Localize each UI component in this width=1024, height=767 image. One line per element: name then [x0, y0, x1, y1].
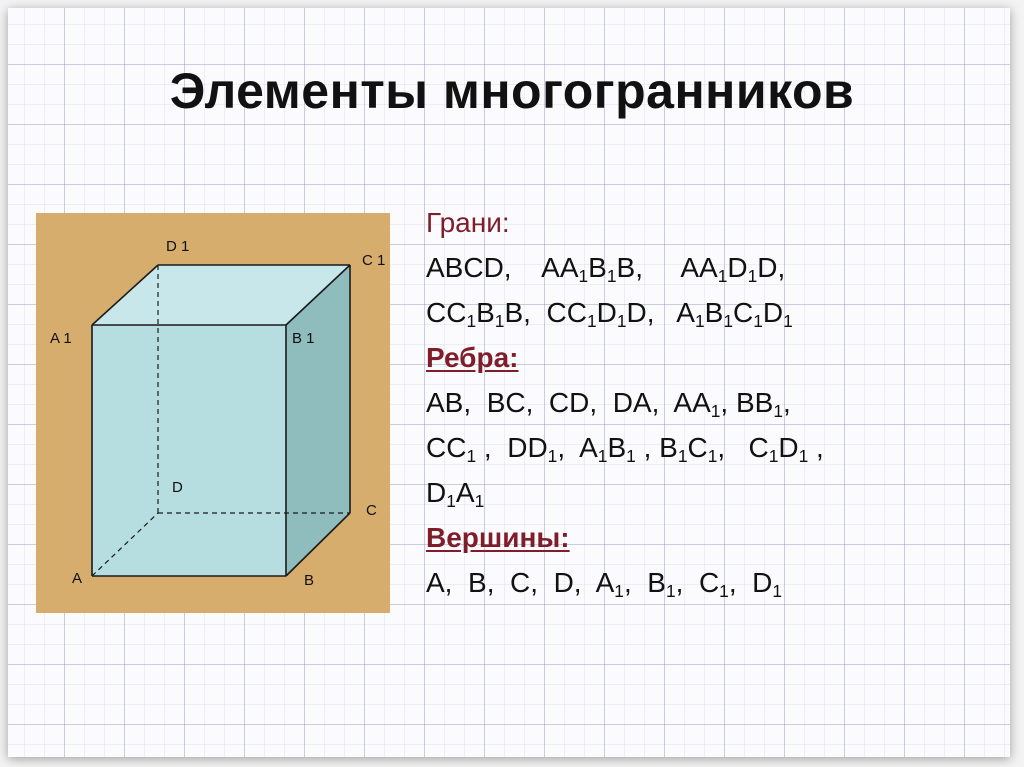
front-face: [92, 325, 286, 576]
elements-text: [426, 200, 986, 605]
slide-title: Элементы многогранников: [169, 63, 855, 119]
vertices-heading: Вершины:: [426, 522, 570, 553]
faces-line-1: [426, 245, 986, 290]
edges-line-2: $CC_1$ , $DD_1$, $A_1B_1$ , $B_1C_1$, $C_1D_1$ ,: [426, 432, 824, 466]
face-item: $AA_1D_1D$,: [680, 252, 786, 286]
label-d: D: [172, 479, 183, 496]
face-item: $CC_1B_1B$,: [426, 297, 531, 331]
face-item: $CC_1D_1D$,: [546, 297, 655, 331]
vertices-line: A, B, C, D, $A_1$, $B_1$, $C_1$, $D_1$: [426, 567, 783, 601]
label-a: A: [72, 570, 83, 587]
edges-heading: Ребра:: [426, 342, 519, 373]
edges-line-3: $D_1A_1$: [426, 477, 485, 511]
face-item: ABCD,: [426, 252, 512, 283]
faces-heading: Грани:: [426, 207, 510, 238]
label-b1: B 1: [292, 330, 315, 347]
faces-line-2: [426, 290, 986, 335]
label-c: C: [366, 502, 377, 519]
edges-line-1: AB, BC, CD, DA, $AA_1$, $BB_1$,: [426, 387, 791, 421]
prism-figure: [36, 213, 390, 613]
label-c1: C 1: [362, 252, 386, 269]
face-item: $A_1B_1C_1D_1$: [676, 297, 793, 331]
label-b: B: [304, 572, 315, 589]
label-a1: A 1: [50, 330, 72, 347]
face-item: $AA_1B_1B$,: [541, 252, 643, 286]
prism-diagram: [36, 213, 390, 613]
label-d1: D 1: [166, 238, 190, 255]
